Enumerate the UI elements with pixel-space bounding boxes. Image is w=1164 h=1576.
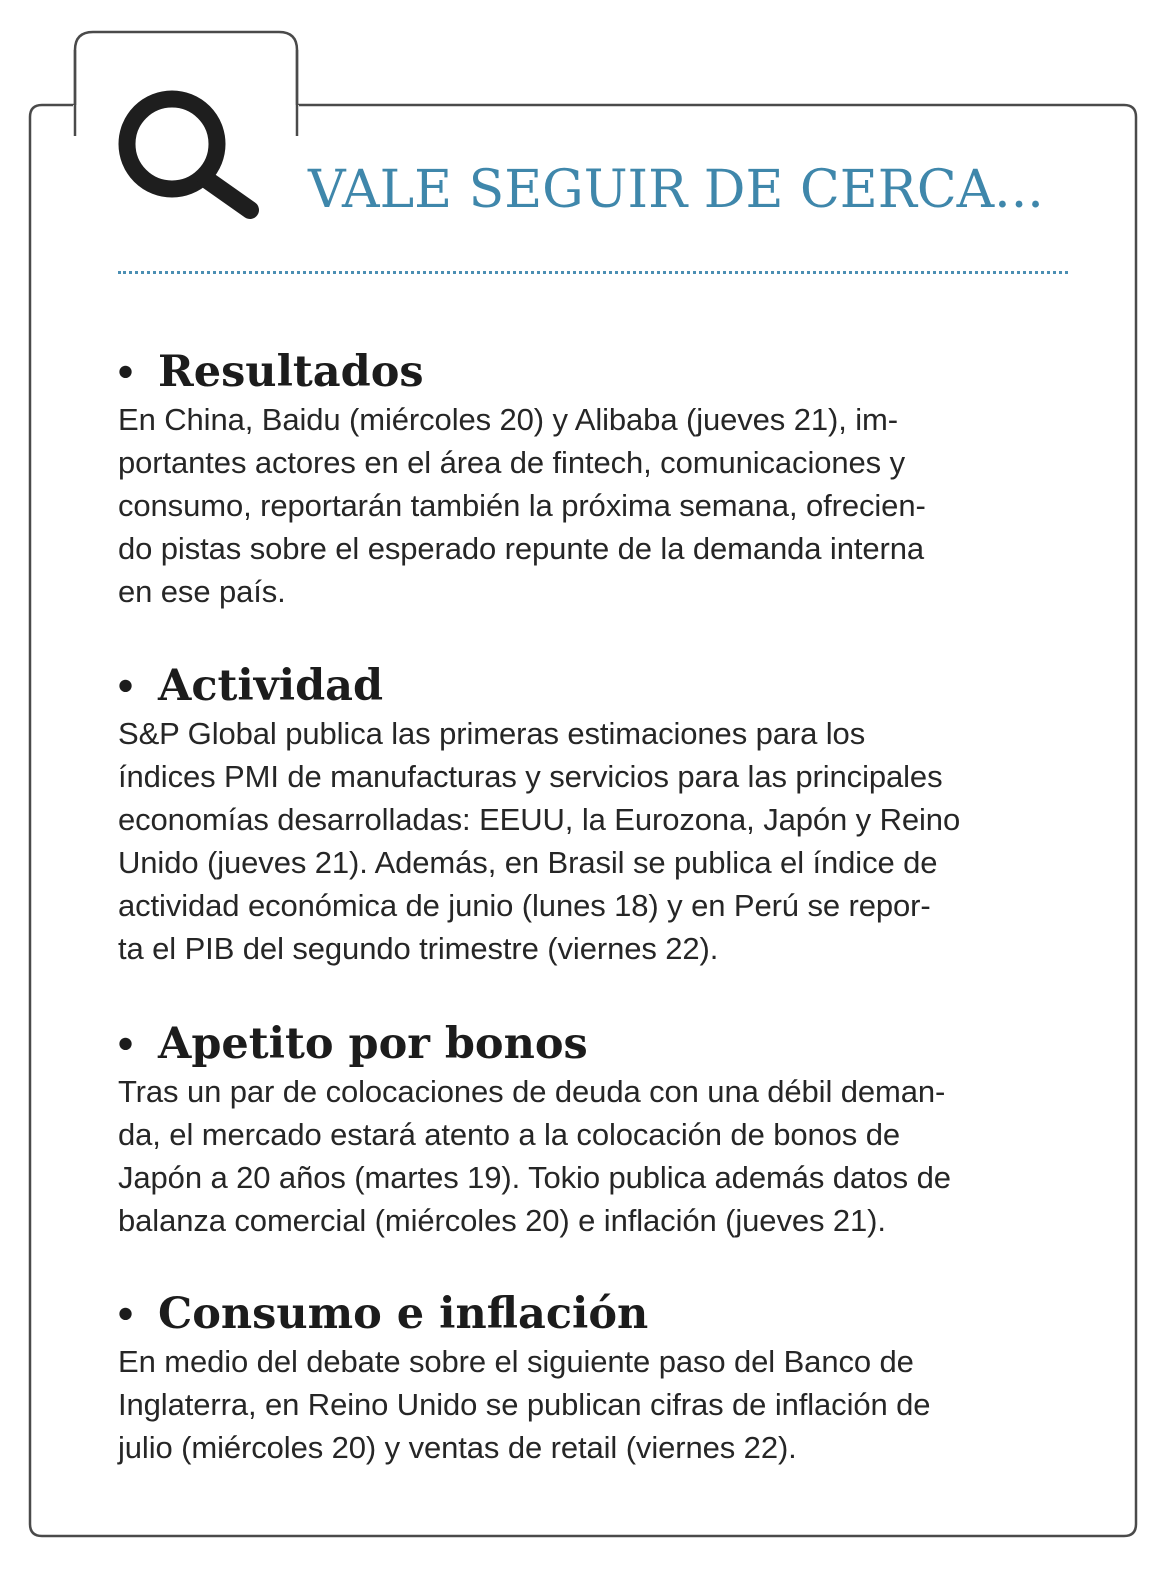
section-actividad (118, 660, 1078, 970)
bullet-icon: • (118, 1290, 134, 1338)
body-line: julio (miércoles 20) y ventas de retail (viernes 22). (118, 1430, 797, 1465)
body-line: En China, Baidu (miércoles 20) y Alibaba (jueves 21), im- (118, 402, 898, 437)
body-line: do pistas sobre el esperado repunte de la demanda interna (118, 531, 925, 566)
body-line: Tras un par de colocaciones de deuda con una débil deman- (118, 1074, 946, 1109)
body-line: actividad económica de junio (lunes 18) y en Perú se repor- (118, 888, 931, 923)
body-line: Inglaterra, en Reino Unido se publican cifras de inflación de (118, 1387, 931, 1422)
bullet-icon: • (118, 662, 134, 710)
section-heading (118, 1018, 1078, 1070)
section-resultados (118, 346, 1078, 613)
body-line: Japón a 20 años (martes 19). Tokio publica además datos de (118, 1160, 951, 1195)
section-heading-text: Resultados (158, 347, 424, 397)
body-line: índices PMI de manufacturas y servicios para las principales (118, 759, 943, 794)
body-line: Unido (jueves 21). Además, en Brasil se publica el índice de (118, 845, 938, 880)
section-heading-text: Consumo e inflación (158, 1289, 649, 1339)
section-heading-text: Actividad (158, 661, 384, 711)
section-heading-text: Apetito por bonos (158, 1019, 588, 1069)
dotted-divider (118, 271, 1068, 274)
section-apetito-por-bonos (118, 1018, 1078, 1242)
section-body (118, 1340, 1078, 1469)
bullet-icon: • (118, 348, 134, 396)
section-body (118, 712, 1078, 970)
box-title: VALE SEGUIR DE CERCA... (308, 160, 1044, 220)
section-body (118, 398, 1078, 613)
body-line: ta el PIB del segundo trimestre (viernes 22). (118, 931, 719, 966)
section-body (118, 1070, 1078, 1242)
body-line: da, el mercado estará atento a la colocación de bonos de (118, 1117, 900, 1152)
body-line: consumo, reportarán también la próxima semana, ofrecien- (118, 488, 926, 523)
section-consumo-e-inflacion (118, 1288, 1078, 1469)
section-heading (118, 660, 1078, 712)
body-line: portantes actores en el área de fintech, comunicaciones y (118, 445, 905, 480)
body-line: en ese país. (118, 574, 286, 609)
body-line: balanza comercial (miércoles 20) e inflación (jueves 21). (118, 1203, 886, 1238)
body-line: S&P Global publica las primeras estimaciones para los (118, 716, 866, 751)
section-heading (118, 346, 1078, 398)
body-line: economías desarrolladas: EEUU, la Eurozona, Japón y Reino (118, 802, 961, 837)
section-heading (118, 1288, 1078, 1340)
bullet-icon: • (118, 1020, 134, 1068)
body-line: En medio del debate sobre el siguiente paso del Banco de (118, 1344, 914, 1379)
search-icon (110, 86, 270, 226)
